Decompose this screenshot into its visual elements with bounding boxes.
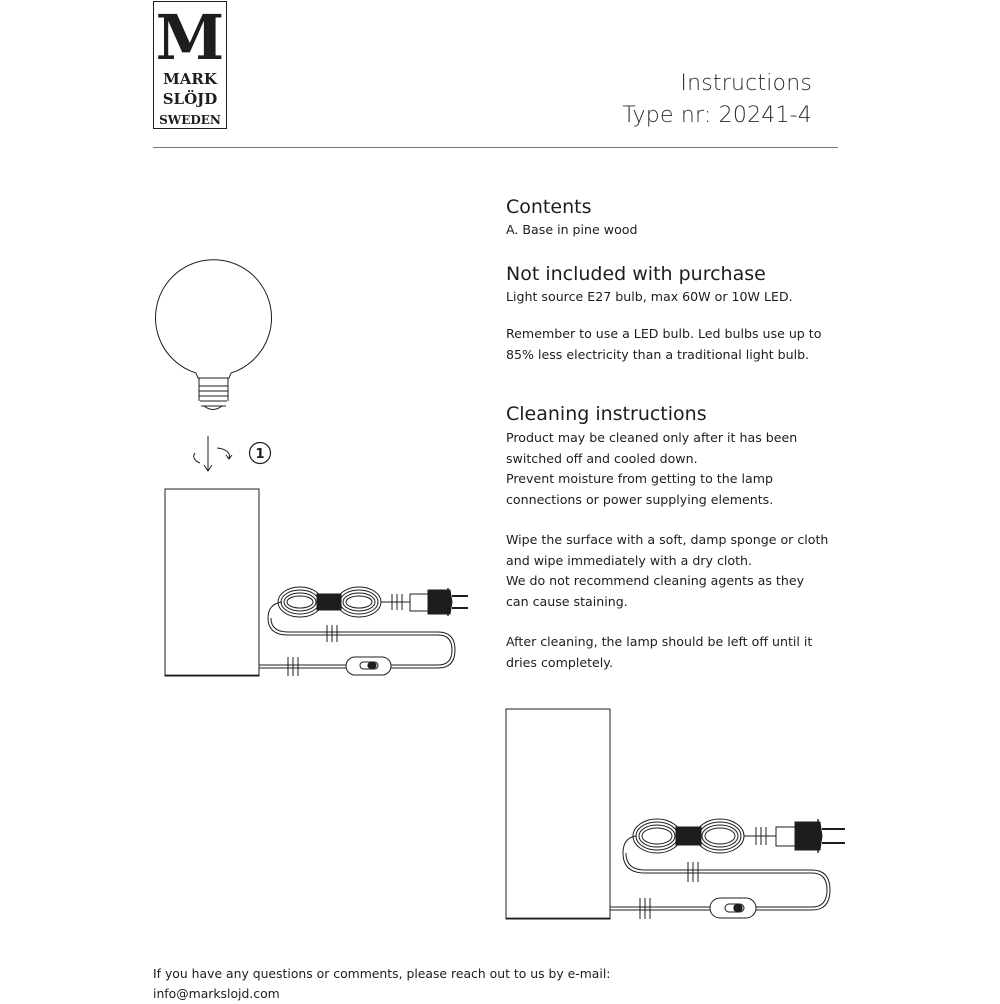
not-included-heading: Not included with purchase xyxy=(506,263,766,285)
cleaning-line: Wipe the surface with a soft, damp sponge or cloth xyxy=(506,532,829,547)
footer-contact xyxy=(153,964,610,1004)
cleaning-line: and wipe immediately with a dry cloth. xyxy=(506,552,752,568)
light-bulb-icon xyxy=(156,260,272,410)
step-number: 1 xyxy=(255,447,265,462)
footer-text: If you have any questions or comments, please reach out to us by e-mail: xyxy=(153,966,611,981)
cleaning-line: switched off and cooled down. xyxy=(506,450,698,466)
not-included-line: Light source E27 bulb, max 60W or 10W LED. xyxy=(506,289,793,304)
rotate-arrow-icon xyxy=(194,436,232,471)
coiled-cord-icon xyxy=(278,587,420,617)
plug-icon xyxy=(776,819,845,853)
lamp-base-icon xyxy=(506,709,610,919)
logo-line-2: SLÖJD xyxy=(162,90,218,108)
logo-line-3: SWEDEN xyxy=(159,113,221,127)
cleaning-line: connections or power supplying elements. xyxy=(506,491,774,507)
cleaning-line: Product may be cleaned only after it has been xyxy=(506,430,798,445)
inline-switch-icon xyxy=(710,898,756,918)
cleaning-line: Prevent moisture from getting to the lamp xyxy=(506,471,773,486)
cleaning-heading: Cleaning instructions xyxy=(506,403,707,425)
led-note-line: Remember to use a LED bulb. Led bulbs use up to xyxy=(506,326,822,341)
logo-letter: M xyxy=(155,1,225,74)
cord-assembly xyxy=(259,587,468,676)
cleaning-line: can cause staining. xyxy=(506,593,628,609)
step-number-icon xyxy=(250,443,271,464)
lamp-base-icon xyxy=(165,489,259,676)
document-title: Instructions xyxy=(680,71,812,96)
plug-icon xyxy=(410,588,468,616)
type-number: Type nr: 20241-4 xyxy=(622,103,812,128)
coiled-cord-icon xyxy=(633,819,786,853)
cord-assembly xyxy=(610,819,845,919)
logo-line-1: MARK xyxy=(163,70,217,88)
contents-heading: Contents xyxy=(506,196,592,218)
cleaning-line: dries completely. xyxy=(506,654,613,670)
cleaning-line: We do not recommend cleaning agents as they xyxy=(506,573,805,588)
contents-item: A. Base in pine wood xyxy=(506,222,638,237)
footer-email-link[interactable]: info@markslojd.com xyxy=(153,986,280,1001)
cleaning-line: After cleaning, the lamp should be left off until it xyxy=(506,634,813,649)
inline-switch-icon xyxy=(346,657,391,675)
led-note-line: 85% less electricity than a traditional light bulb. xyxy=(506,346,810,362)
